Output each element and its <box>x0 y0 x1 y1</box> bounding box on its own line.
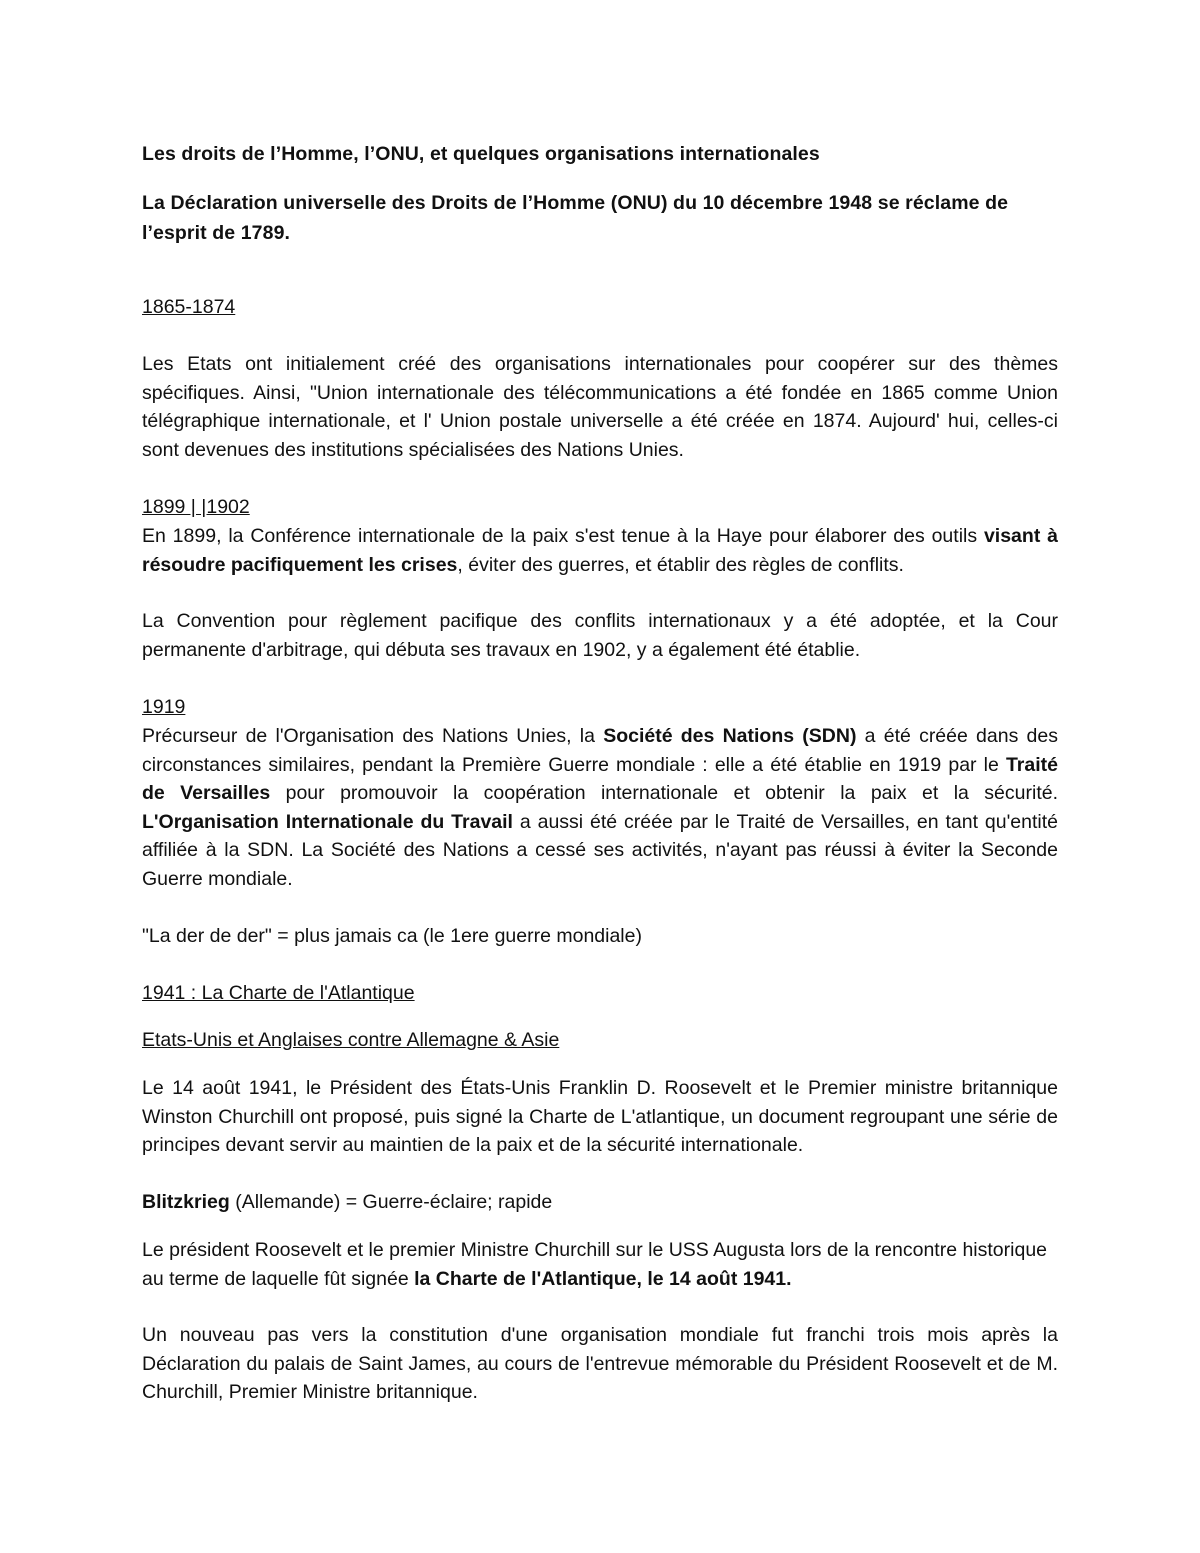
section-heading-1941: 1941 : La Charte de l'Atlantique <box>142 982 415 1004</box>
paragraph-1899-text-a: En 1899, la Conférence internationale de la paix s'est tenue à la Haye pour élaborer des outils <box>142 525 984 547</box>
versailles-bold: Traité de Versailles <box>142 753 1058 804</box>
paragraph-augusta-bold: la Charte de l'Atlantique, le 14 août 1941. <box>414 1267 792 1290</box>
paragraph-1919-text-2: a été créée dans des circonstances similaires, pendant la Première Guerre mondiale : elle a été établie en 1919 par le <box>142 725 1058 776</box>
paragraph-1899 <box>142 522 1058 579</box>
paragraph-charte: Le 14 août 1941, le Président des États-Unis Franklin D. Roosevelt et le Premier ministre britannique Winston Churchill ont proposé, puis signé la Charte de L'atlantique, un document regroupant une série de principes devant servir au maintien de la paix et de la sécurité internationale. <box>142 1077 1058 1156</box>
paragraph-augusta-text: Le président Roosevelt et le premier Ministre Churchill sur le USS Augusta lors de la rencontre historique au terme de laquelle fût signée <box>142 1239 1048 1290</box>
document-subtitle: La Déclaration universelle des Droits de l’Homme (ONU) du 10 décembre 1948 se réclame de l’esprit de 1789. <box>142 192 1009 244</box>
blitzkrieg-bold: Blitzkrieg <box>142 1191 230 1213</box>
paragraph-1919-text-1: Précurseur de l'Organisation des Nations Unies, la <box>142 725 604 747</box>
blitzkrieg-line <box>142 1188 1058 1217</box>
section-heading-1865: 1865-1874 <box>142 296 236 318</box>
section-subheading-1941: Etats-Unis et Anglaises contre Allemagne & Asie <box>142 1029 560 1051</box>
paragraph-1865: Les Etats ont initialement créé des organisations internationales pour coopérer sur des thèmes spécifiques. Ainsi, "Union internationale des télécommunications a été fondée en 1865 comme Union télégraphique internationale, et l' Union postale universelle a été créée en 1874. Aujourd' hui, celles-ci sont devenues des institutions spécialisées des Nations Unies. <box>142 353 1058 461</box>
paragraph-1919 <box>142 722 1058 893</box>
section-heading-1919: 1919 <box>142 696 186 718</box>
oit-bold: L'Organisation Internationale du Travail <box>142 810 513 833</box>
paragraph-augusta <box>142 1236 1058 1293</box>
sdn-bold: Société des Nations (SDN) <box>603 725 857 747</box>
document-title: Les droits de l’Homme, l’ONU, et quelques organisations internationales <box>142 143 820 165</box>
paragraph-1899-text-c: , éviter des guerres, et établir des règles de conflits. <box>457 553 904 576</box>
paragraph-1919-text-4: a aussi été créée par le Traité de Versailles, en tant qu'entité affiliée à la SDN. La Société des Nations a cessé ses activités, n'ayant pas réussi à éviter la Seconde Guerre mondiale. <box>142 810 1058 890</box>
section-heading-1899: 1899 | |1902 <box>142 496 250 518</box>
der-de-der-note: "La der de der" = plus jamais ca (le 1ere guerre mondiale) <box>142 925 642 947</box>
paragraph-1919-text-3: pour promouvoir la coopération internationale et obtenir la paix et la sécurité. <box>270 782 1058 804</box>
paragraph-1902: La Convention pour règlement pacifique des conflits internationaux y a été adoptée, et la Cour permanente d'arbitrage, qui débuta ses travaux en 1902, y a également été établie. <box>142 610 1058 661</box>
paragraph-saint-james: Un nouveau pas vers la constitution d'une organisation mondiale fut franchi trois mois après la Déclaration du palais de Saint James, au cours de l'entrevue mémorable du Président Roosevelt et de M. Churchill, Premier Ministre britannique. <box>142 1324 1058 1403</box>
paragraph-1899-bold: visant à résoudre pacifiquement les crises <box>142 525 1058 576</box>
blitzkrieg-text: (Allemande) = Guerre-éclaire; rapide <box>229 1191 553 1213</box>
